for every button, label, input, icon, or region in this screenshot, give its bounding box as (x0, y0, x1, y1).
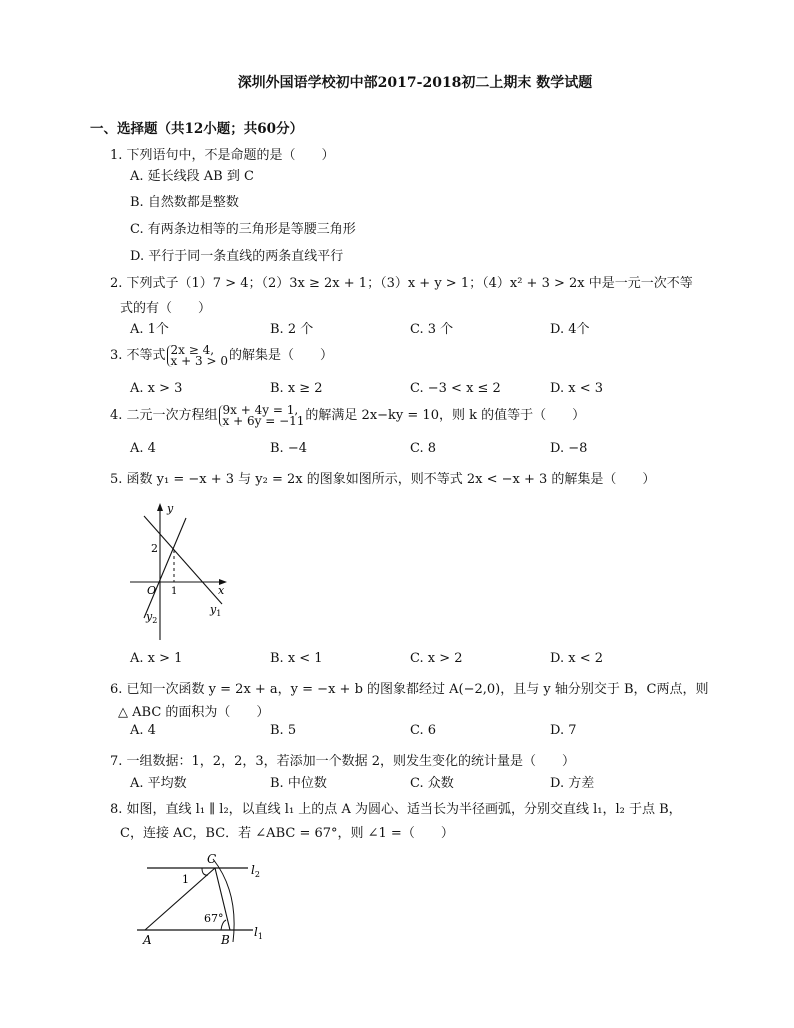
line-y2 (144, 518, 186, 618)
question-2-option-a: A. 1个 (130, 322, 169, 337)
question-8-stem-line1: 8. 如图，直线 l₁ ∥ l₂，以直线 l₁ 上的点 A 为圆心、适当长为半径画弧，分别交直线 l₁，l₂ 于点 B， (110, 802, 682, 817)
question-7-stem: 7. 一组数据：1，2，2，3，若添加一个数据 2，则发生变化的统计量是（ ） (110, 754, 576, 769)
question-4-options (130, 441, 690, 456)
question-8-figure (135, 850, 270, 950)
origin-label: O (147, 584, 157, 597)
question-5-option-c: C. x > 2 (410, 651, 463, 666)
question-3-stem (110, 344, 333, 367)
question-3-option-a: A. x > 3 (130, 381, 183, 396)
angle-1-label: 1 (182, 873, 189, 886)
question-1-option-c: C. 有两条边相等的三角形是等腰三角形 (130, 222, 356, 237)
l2-label: $l_2$ (251, 863, 260, 879)
page-title: 深圳外国语学校初中部2017-2018初二上期末 数学试题 (237, 75, 593, 91)
section-heading: 一、选择题（共12小题；共60分） (90, 121, 304, 137)
question-1-stem: 1. 下列语句中，不是命题的是（ ） (110, 148, 335, 163)
question-6-option-c: C. 6 (410, 723, 437, 738)
question-3-option-b: B. x ≥ 2 (270, 381, 323, 396)
question-5-option-a: A. x > 1 (130, 651, 183, 666)
question-5-graph (130, 500, 240, 640)
question-7-options (130, 772, 690, 791)
label-y2: $y_2$ (146, 610, 158, 625)
y-axis-label: y (167, 502, 174, 515)
question-7-option-d: D. 方差 (550, 776, 595, 791)
question-4-option-b: B. −4 (270, 441, 307, 456)
question-3-option-d: D. x < 3 (550, 381, 603, 396)
question-5-option-d: D. x < 2 (550, 651, 603, 666)
question-2-options (130, 318, 690, 337)
point-b-label: B (221, 933, 230, 947)
l1-label: $l_1$ (254, 925, 263, 941)
question-3-option-c: C. −3 < x ≤ 2 (410, 381, 501, 396)
question-6-options (130, 723, 690, 738)
question-3-sys-line1: 2x ≥ 4, (170, 342, 215, 357)
question-2-stem-line1: 2. 下列式子（1）7 > 4；（2）3x ≥ 2x + 1；（3）x + y > 1；（4）x² + 3 > 2x 中是一元一次不等 (110, 276, 693, 291)
question-3-sys-line2: x + 3 > 0 (170, 353, 228, 368)
point-a-label: A (143, 933, 152, 947)
question-8-stem-line2: C，连接 AC，BC．若 ∠ABC = 67°，则 ∠1 =（ ） (120, 826, 454, 841)
angle-1-mark (202, 868, 208, 875)
y-axis-arrow (157, 503, 163, 511)
y-tick-2: 2 (151, 542, 158, 555)
question-6-option-a: A. 4 (130, 723, 156, 738)
question-4-equation-system (219, 402, 305, 428)
question-4-option-a: A. 4 (130, 441, 156, 456)
question-4-pre: 4. 二元一次方程组 (110, 408, 218, 423)
question-6-option-d: D. 7 (550, 723, 577, 738)
question-1-option-b: B. 自然数都是整数 (130, 195, 239, 210)
question-2-stem-line2: 式的有（ ） (120, 301, 212, 316)
point-c-label: C (207, 852, 217, 866)
question-3-inequality-system (167, 342, 228, 368)
x-tick-1: 1 (171, 586, 178, 597)
question-2-option-c: C. 3 个 (410, 322, 454, 337)
question-5-options (130, 651, 690, 666)
question-4-post: 的解满足 2x−ky = 10，则 k 的值等于（ ） (305, 408, 586, 423)
question-5-option-b: B. x < 1 (270, 651, 323, 666)
question-4-sys-line2: x + 6y = −11 (222, 413, 305, 428)
question-4-option-d: D. −8 (550, 441, 588, 456)
label-y1: $y_1$ (210, 603, 222, 618)
question-4-sys-line1: 9x + 4y = 1, (222, 402, 299, 417)
question-3-post: 的解集是（ ） (228, 348, 333, 363)
question-6-stem-line1: 6. 已知一次函数 y = 2x + a，y = −x + b 的图象都经过 A(−2,0)，且与 y 轴分别交于 B，C两点，则 (110, 682, 709, 697)
angle-67-label: 67° (204, 912, 224, 925)
question-7-option-c: C. 众数 (410, 776, 454, 791)
question-4-stem (110, 404, 585, 427)
question-7-option-b: B. 中位数 (270, 776, 327, 791)
x-axis-label: x (218, 584, 225, 597)
question-1-option-a: A. 延长线段 AB 到 C (130, 169, 254, 184)
question-2-option-d: D. 4个 (550, 322, 590, 337)
question-6-option-b: B. 5 (270, 723, 297, 738)
question-1-option-d: D. 平行于同一条直线的两条直线平行 (130, 249, 344, 264)
question-3-pre: 3. 不等式 (110, 348, 166, 363)
question-5-stem: 5. 函数 y₁ = −x + 3 与 y₂ = 2x 的图象如图所示，则不等式 2x < −x + 3 的解集是（ ） (110, 472, 656, 487)
question-6-stem-line2: △ ABC 的面积为（ ） (118, 705, 270, 720)
question-7-option-a: A. 平均数 (130, 776, 187, 791)
question-4-option-c: C. 8 (410, 441, 437, 456)
question-2-option-b: B. 2 个 (270, 322, 314, 337)
question-3-options (130, 381, 690, 396)
